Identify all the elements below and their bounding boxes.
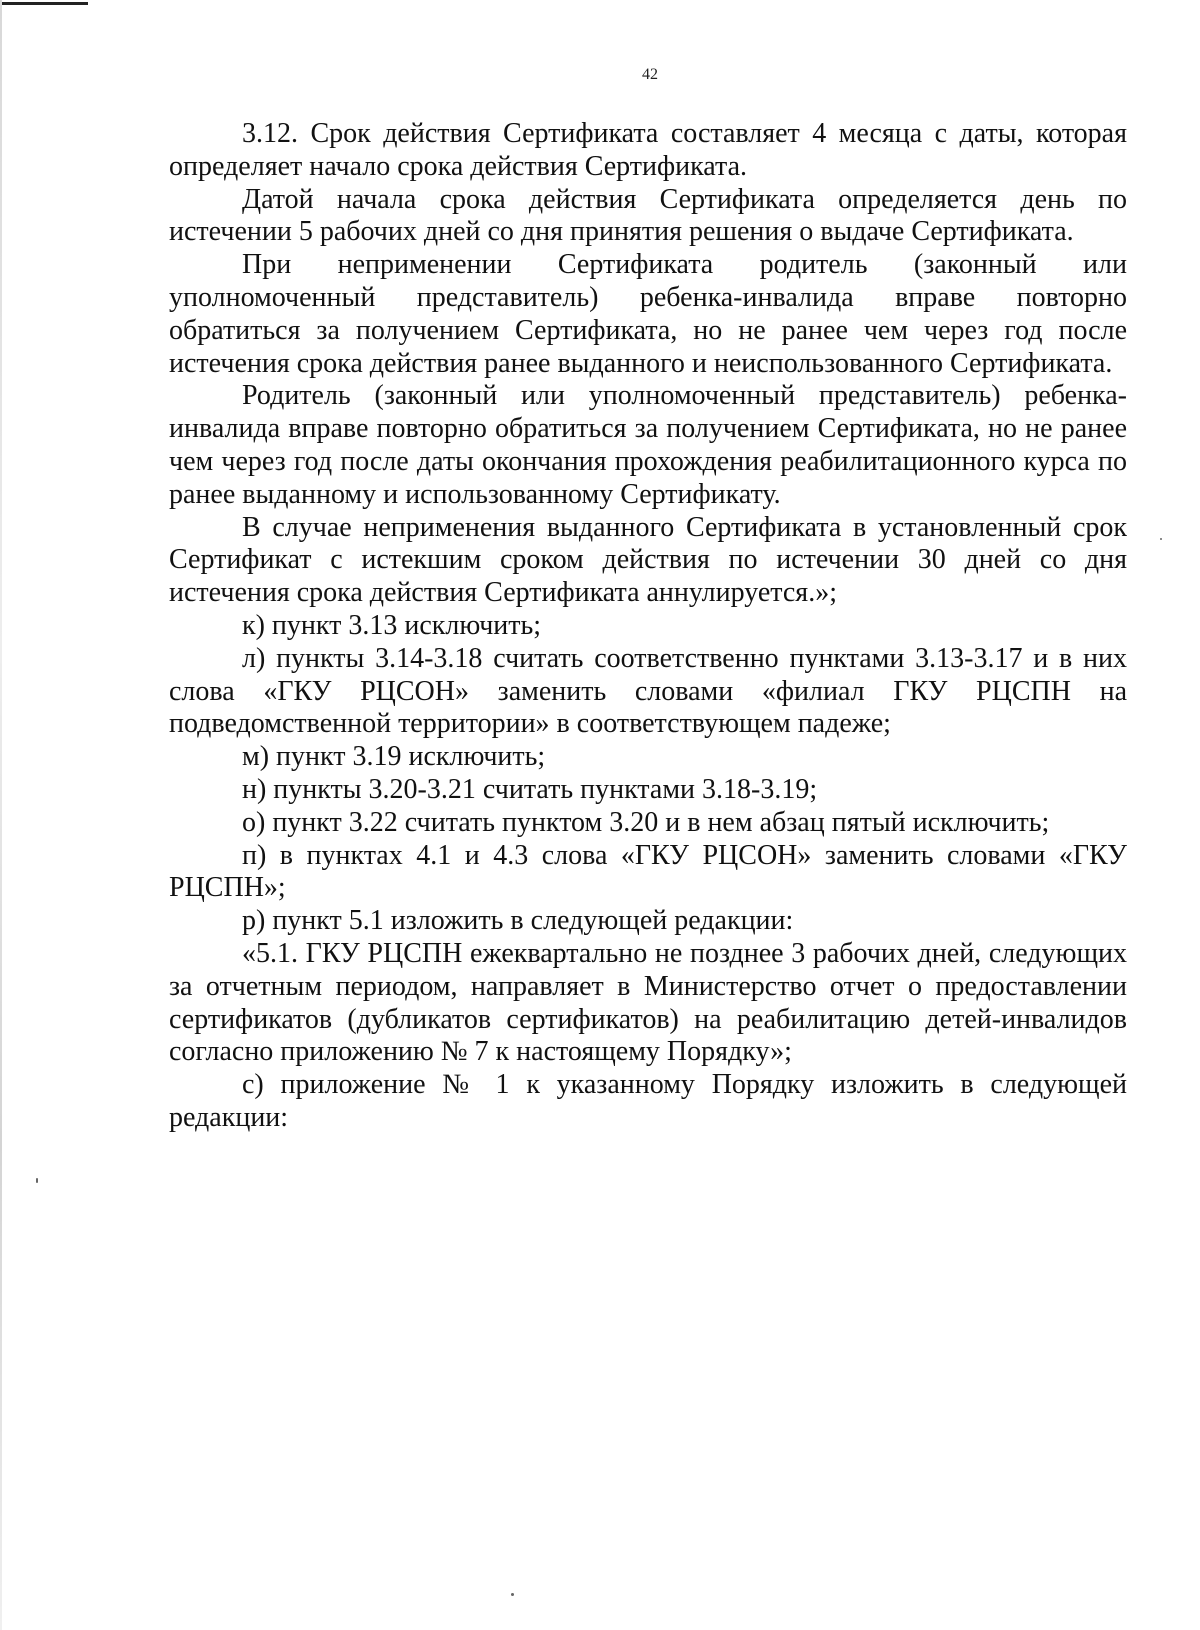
scan-speck xyxy=(36,1178,38,1183)
page-number: 42 xyxy=(642,66,658,83)
paragraph-used-reapply: Родитель (законный или уполномоченный представитель) ребенка-инвалида вправе повторно обратиться за получением Сертификата, но не ранее чем через год после даты окончания прохождения реабилитационного курса по ранее выданному и использованному Сертификату. xyxy=(169,380,1127,510)
item-o: о) пункт 3.22 считать пунктом 3.20 и в нем абзац пятый исключить; xyxy=(242,806,1050,838)
item-p: п) в пунктах 4.1 и 4.3 слова «ГКУ РЦСОН» заменить словами «ГКУ РЦСПН»; xyxy=(169,839,1127,904)
item-l: л) пункты 3.14-3.18 считать соответственно пунктами 3.13-3.17 и в них слова «ГКУ РЦСОН» заменить словами «филиал ГКУ РЦСПН на подведомственной территории» в соответствующем падеже; xyxy=(169,642,1127,740)
document-body xyxy=(169,118,1127,1135)
item-r: р) пункт 5.1 изложить в следующей редакции: xyxy=(242,905,794,937)
item-s: с) приложение № 1 к указанному Порядку изложить в следующей редакции: xyxy=(169,1069,1127,1133)
scan-speck xyxy=(511,1593,514,1596)
paragraph-annulment: В случае неприменения выданного Сертификата в установленный срок Сертификат с истекшим сроком действия по истечении 30 дней со дня истечения срока действия Сертификата аннулируется.»; xyxy=(169,511,1127,609)
paragraph-3-12: 3.12. Срок действия Сертификата составляет 4 месяца с даты, которая определяет начало срока действия Сертификата. xyxy=(169,118,1127,182)
scan-left-edge xyxy=(0,0,2,1630)
scan-edge-mark xyxy=(0,2,88,5)
item-m: м) пункт 3.19 исключить; xyxy=(242,741,546,773)
scan-speck xyxy=(1160,538,1162,540)
paragraph-5-1: «5.1. ГКУ РЦСПН ежеквартально не позднее 3 рабочих дней, следующих за отчетным периодом, направляет в Министерство отчет о предоставлении сертификатов (дубликатов сертификатов) на реабилитацию детей-инвалидов согласно приложению № 7 к настоящему Порядку»; xyxy=(169,937,1127,1068)
item-n: н) пункты 3.20-3.21 считать пунктами 3.18-3.19; xyxy=(242,773,818,805)
paragraph-non-use-reapply: При неприменении Сертификата родитель (законный или уполномоченный представитель) ребенка-инвалида вправе повторно обратиться за получением Сертификата, но не ранее чем через год после истечения срока действия ранее выданного и неиспользованного Сертификата. xyxy=(169,249,1127,379)
item-k: к) пункт 3.13 исключить; xyxy=(242,609,542,641)
paragraph-start-date: Датой начала срока действия Сертификата определяется день по истечении 5 рабочих дней со дня принятия решения о выдаче Сертификата. xyxy=(169,183,1127,248)
